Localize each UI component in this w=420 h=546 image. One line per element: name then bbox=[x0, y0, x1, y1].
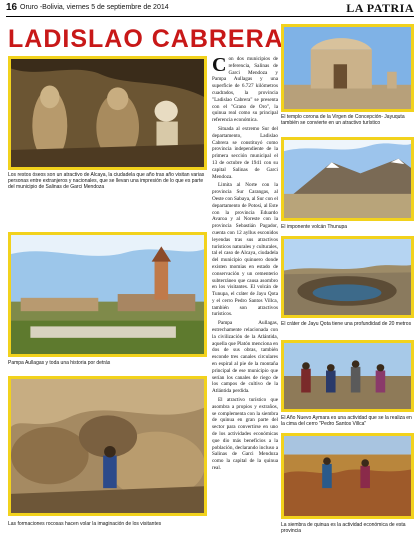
page-header bbox=[6, 2, 414, 17]
caption-temple: El templo corona de la Virgen de Concepción- Jayuquta también se convierte en un atractivo turístico bbox=[281, 114, 405, 126]
article-paragraph: Situada al extremo Sur del departamento, Ladislao Cabrera se constituyó como provincia independiente de la primera sección municipal el 13 de octubre de 1941 con su capital Salinas de Garci Mendoza. bbox=[212, 125, 278, 180]
article-paragraph: Pampa Aullagas, estrechamente relacionada con la civilización de la Atlántida, aquella que Platón menciona en dos de sus obras, también esconde tres canales circulares en espiral al pie de la montaña principal de ese municipio que serían los canales de riego de los campos de cultivo de la Atlántida perdida. bbox=[212, 320, 278, 395]
article-paragraph bbox=[212, 56, 278, 124]
caption-quinoa: La siembra de quinua es la actividad económica de esta provincia bbox=[281, 522, 406, 534]
photo-rocks bbox=[8, 376, 207, 516]
caption-volcano: El imponente volcán Thunupa bbox=[281, 224, 348, 230]
photo-temple bbox=[281, 24, 414, 112]
photo-quinoa bbox=[281, 433, 414, 519]
caption-crater: El cráter de Jayu Qota tiene una profundidad de 20 metros bbox=[281, 321, 412, 327]
masthead: LA PATRIA bbox=[346, 1, 414, 15]
photo-volcano bbox=[281, 137, 414, 221]
photo-crater bbox=[281, 236, 414, 318]
photo-town bbox=[8, 232, 207, 357]
issue-date: Oruro -Bolivia, viernes 5 de septiembre de 2014 bbox=[20, 4, 169, 11]
photo-mummies bbox=[8, 56, 207, 170]
article-paragraph: El atractivo turístico que asombra a propios y extraños, se complementa con la siembra de quinua en gran parte del sector para convertirse en uno de los actividades económicas que dio más beneficios a la población, declarando incluso a Salinas de Garci Mendoza como la capital de la quinua real. bbox=[212, 397, 278, 472]
caption-mummies: Los restos óseos son un atractivo de Alcaya, la ciudadela que año tras año visitan varias personas entre extranjeros y nacionales, que se llevan una impresión de lo que es parte del municipio de Salinas de Garci Mendoza bbox=[8, 172, 205, 190]
caption-town: Pampa Aullagas y toda una historia por detrás bbox=[8, 360, 111, 366]
page-number: 16 bbox=[6, 2, 18, 13]
photo-aymara-new-year bbox=[281, 340, 414, 412]
caption-aymara-new-year: El Año Nuevo Aymara es una actividad que se la realiza en la cima del cerro "Pedro Santos Villca" bbox=[281, 415, 412, 427]
article-paragraph: Limita al Norte con la provincia Sur Carangas, al Oeste con Sabaya, al Sur con el departamento de Potosí, al Este con la provincia Eduardo Avaroa y al Noreste con la provincia Sebastián Pagador, cuenta con 12 ayllus esconidos leyendas tras sus atractivos turísticos naturales y culturales, tal el caso de Alcaya, ciudadela del municipio quinuero donde existen momias en estado de conservación y un cementerio subterráneo que causa asombro en los visitantes. El volcán de Tunupa, el cráter de Jayu Qota y el cerro Pedro Santos Villca, también son atractivos turísticos. bbox=[212, 182, 278, 318]
drop-cap: C bbox=[212, 56, 227, 76]
caption-rocks: Las formaciones rocosas hacen volar la imaginación de los visitantes bbox=[8, 521, 162, 527]
paragraph-text: on dos municipios de referencia, Salinas de Garci Mendoza y Pampa Aullagas y una superficie de 6.727 kilómetros cuadrados, la provincia "Ladislao Cabrera" se presenta con el "Grano de Oro", la quinua real como su principal referencia económica. bbox=[212, 56, 278, 124]
page-title: LADISLAO CABRERA bbox=[8, 25, 284, 53]
article-body bbox=[212, 56, 278, 540]
